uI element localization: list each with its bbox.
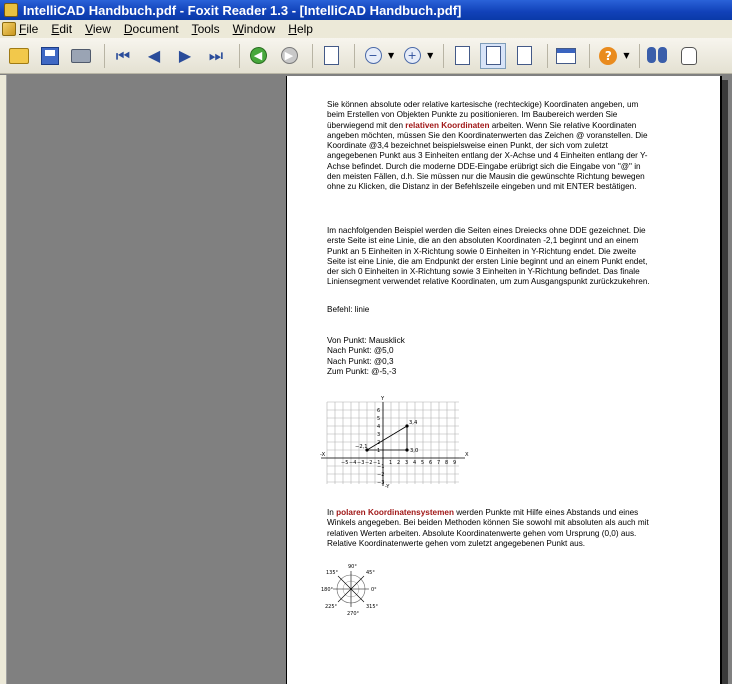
point-marker bbox=[405, 448, 408, 451]
step-line: Nach Punkt: @0,3 bbox=[327, 356, 394, 366]
text-line: Achse befindet. Durch die moderne DDE-Eingabe erübrigt sich die Eingabe von "@" in bbox=[327, 161, 641, 171]
y-tick-label: −1 bbox=[377, 464, 385, 470]
back-icon: ◀ bbox=[250, 47, 267, 64]
text-line: Liniensegment verwendet relative Koordinaten, um zum Ausgangspunkt zurückzukehren. bbox=[327, 277, 650, 287]
x-axis-label: X bbox=[465, 452, 469, 458]
x-tick-label: 9 bbox=[453, 460, 457, 466]
x-tick-label: 2 bbox=[397, 460, 401, 466]
text-line: Im nachfolgenden Beispiel werden die Seiten eines Dreiecks ohne DDE gezeichnet. Die bbox=[327, 226, 646, 235]
polar-angle-figure bbox=[321, 560, 395, 620]
y-tick-label: 2 bbox=[377, 440, 381, 446]
y-tick-label: 6 bbox=[377, 408, 381, 414]
menu-file[interactable]: File bbox=[2, 22, 38, 36]
help-dropdown-icon[interactable]: ▼ bbox=[623, 51, 630, 60]
x-tick-label: −4 bbox=[349, 460, 357, 466]
text-line: ohne zu Klicken, die Distanz in der Befehlszeile eingeben und mit ENTER bestätigen. bbox=[327, 182, 637, 192]
single-page-icon bbox=[455, 46, 470, 65]
x-neg-label: -X bbox=[320, 452, 326, 458]
title-bar bbox=[0, 0, 732, 20]
y-tick-label: −3 bbox=[377, 480, 385, 486]
first-page-button[interactable] bbox=[110, 43, 136, 69]
menu-window[interactable]: Window bbox=[232, 22, 276, 36]
angle-label: 180° bbox=[321, 587, 334, 593]
menu-view[interactable]: View bbox=[85, 22, 111, 36]
continuous-icon bbox=[486, 46, 501, 65]
toolbar-separator bbox=[443, 44, 444, 68]
angle-label: 90° bbox=[348, 564, 357, 570]
file-menu-icon bbox=[2, 22, 16, 36]
help-icon: ? bbox=[599, 47, 617, 65]
zoom-out-icon: − bbox=[365, 47, 382, 64]
x-tick-label: 8 bbox=[445, 460, 449, 466]
x-tick-label: −3 bbox=[357, 460, 365, 466]
pdf-page bbox=[286, 76, 722, 684]
triangle-figure bbox=[367, 426, 407, 450]
x-tick-label: 3 bbox=[405, 460, 409, 466]
bookmark-panel-button[interactable] bbox=[553, 43, 579, 69]
left-panel-splitter[interactable] bbox=[0, 75, 7, 684]
page-shadow bbox=[722, 80, 728, 684]
window-title: IntelliCAD Handbuch.pdf - Foxit Reader 1.3 - [IntelliCAD Handbuch.pdf] bbox=[23, 2, 462, 18]
text-line: überwiegend mit den relativen Koordinaten arbeiten. Wenn Sie relative Koordinaten bbox=[327, 120, 637, 130]
angle-label: 135° bbox=[326, 570, 339, 576]
zoom-in-button[interactable] bbox=[399, 43, 425, 69]
paragraph-example bbox=[327, 226, 681, 288]
last-page-button[interactable] bbox=[203, 43, 229, 69]
x-tick-label: −2 bbox=[365, 460, 373, 466]
back-button[interactable] bbox=[245, 43, 271, 69]
menu-document[interactable]: Document bbox=[123, 22, 179, 36]
find-icon bbox=[647, 47, 669, 65]
step-line: Von Punkt: Mausklick bbox=[327, 336, 405, 345]
rotate-icon bbox=[324, 46, 339, 65]
previous-page-button[interactable] bbox=[141, 43, 167, 69]
hand-tool-button[interactable] bbox=[676, 43, 702, 69]
text-line: In polaren Koordinatensystemen werden Punkte mit Hilfe eines Abstands und eines bbox=[327, 508, 639, 517]
find-button[interactable] bbox=[645, 43, 671, 69]
x-tick-label: 4 bbox=[413, 460, 417, 466]
save-icon bbox=[41, 47, 59, 65]
menu-help[interactable]: Help bbox=[288, 22, 313, 36]
text-line: der sich 0 Einheiten in X-Richtung sowie 3 Einheiten in Y-Richtung befindet. Das finale bbox=[327, 267, 640, 277]
menu-bar bbox=[0, 20, 732, 38]
paragraph-polar bbox=[327, 508, 681, 549]
text-line: angeben möchten, müssen Sie den Koordinatenwerten das Zeichen @ voranstellen. Die bbox=[327, 130, 648, 140]
print-icon bbox=[71, 49, 91, 63]
x-tick-label: 6 bbox=[429, 460, 433, 466]
x-tick-label: −5 bbox=[341, 460, 349, 466]
text-line: erste Seite ist eine Linie, die an den absoluten Koordinaten -2,1 beginnt und an einem bbox=[327, 236, 639, 246]
zoom-out-dropdown-icon[interactable]: ▼ bbox=[388, 51, 395, 60]
toolbar-separator bbox=[104, 44, 105, 68]
angle-label: 45° bbox=[366, 570, 375, 576]
angle-label: 270° bbox=[347, 611, 360, 617]
toolbar-separator bbox=[547, 44, 548, 68]
x-tick-label: 5 bbox=[421, 460, 425, 466]
text-line: Relative Koordinatenwerte gehen vom zuletzt angegebenen Punkt aus. bbox=[327, 538, 586, 548]
text-line: Seite ist eine Linie, die am Endpunkt der ersten Linie beginnt und an einem Punkt endet, bbox=[327, 256, 648, 266]
y-tick-label: 1 bbox=[377, 448, 381, 454]
previous-page-icon: ◀ bbox=[147, 46, 161, 65]
open-button[interactable] bbox=[6, 43, 32, 69]
text-line: beim Erstellen von Objekten Punkte zu positionieren. Im Baubereich werden Sie bbox=[327, 110, 618, 120]
step-line: Nach Punkt: @5,0 bbox=[327, 346, 394, 356]
next-page-button[interactable] bbox=[172, 43, 198, 69]
toolbar bbox=[0, 38, 732, 74]
print-button[interactable] bbox=[68, 43, 94, 69]
forward-icon: ▶ bbox=[281, 47, 298, 64]
continuous-button[interactable] bbox=[480, 43, 506, 69]
toolbar-separator bbox=[354, 44, 355, 68]
open-icon bbox=[9, 48, 29, 64]
text-line: Sie können absolute oder relative kartesische (rechteckige) Koordinaten angeben, um bbox=[327, 100, 639, 109]
text-line: den meisten Fällen, d.h. Sie müssen nur die Mausin die gewünschte Richtung bewegen bbox=[327, 172, 645, 182]
save-button[interactable] bbox=[37, 43, 63, 69]
bookmark-panel-icon bbox=[556, 48, 576, 64]
toolbar-separator bbox=[589, 44, 590, 68]
forward-button[interactable] bbox=[276, 43, 302, 69]
point-label: −2,1 bbox=[355, 444, 368, 450]
menu-tools[interactable]: Tools bbox=[191, 22, 220, 36]
command-line: Befehl: linie bbox=[327, 305, 370, 314]
zoom-in-dropdown-icon[interactable]: ▼ bbox=[427, 51, 434, 60]
y-axis-label: Y bbox=[381, 396, 385, 402]
facing-button[interactable] bbox=[511, 43, 537, 69]
zoom-out-button[interactable] bbox=[360, 43, 386, 69]
toolbar-separator bbox=[312, 44, 313, 68]
point-label: 3,0 bbox=[410, 448, 419, 454]
text-line: angegebenen Punkt aus 3 Einheiten entlang der X-Achse und 4 Einheiten entlang der Y- bbox=[327, 151, 648, 161]
help-button[interactable] bbox=[595, 43, 621, 69]
y-tick-label: 4 bbox=[377, 424, 381, 430]
text-line: Koordinate @3,4 bezeichnet beispielsweise einen Punkt, der sich vom zuletzt bbox=[327, 141, 608, 151]
last-page-icon: ⏭ bbox=[208, 45, 224, 65]
command-steps bbox=[327, 336, 681, 377]
step-line: Zum Punkt: @-5,-3 bbox=[327, 366, 397, 376]
angle-label: 225° bbox=[325, 604, 338, 610]
x-tick-label: 7 bbox=[437, 460, 441, 466]
y-neg-label: -Y bbox=[385, 484, 390, 488]
y-tick-label: 3 bbox=[377, 432, 381, 438]
paragraph-cartesian bbox=[327, 100, 681, 193]
toolbar-separator bbox=[639, 44, 640, 68]
x-tick-label: 1 bbox=[389, 460, 393, 466]
first-page-icon: ⏮ bbox=[115, 45, 131, 65]
point-label: 3,4 bbox=[409, 420, 418, 426]
y-tick-label: 5 bbox=[377, 416, 381, 422]
menu-edit[interactable]: Edit bbox=[51, 22, 73, 36]
app-icon bbox=[4, 3, 18, 17]
toolbar-separator bbox=[239, 44, 240, 68]
highlight-polar-coordinates: polaren Koordinatensystemen bbox=[336, 508, 454, 517]
text-line: relativen Werten arbeiten. Absolute Koordinatenwerte gehen vom Ursprung (0,0) aus. bbox=[327, 528, 637, 538]
facing-icon bbox=[517, 46, 532, 65]
hand-icon bbox=[681, 47, 697, 65]
next-page-icon: ▶ bbox=[178, 46, 192, 65]
text-line: Punkt an 5 Einheiten in X-Richtung sowie 0 Einheiten in Y-Richtung endet. Die zweite bbox=[327, 246, 637, 256]
angle-label: 0° bbox=[371, 587, 377, 593]
zoom-in-icon: + bbox=[404, 47, 421, 64]
single-page-button[interactable] bbox=[449, 43, 475, 69]
highlight-relative-coordinates: relativen Koordinaten bbox=[405, 120, 490, 130]
y-tick-label: −2 bbox=[377, 472, 385, 478]
coordinate-grid-figure bbox=[319, 392, 469, 488]
rotate-button[interactable] bbox=[318, 43, 344, 69]
x-tick-label: −1 bbox=[373, 460, 381, 466]
angle-label: 315° bbox=[366, 604, 379, 610]
text-line: Winkels angegeben. Bei beiden Methoden können Sie sowohl mit absoluten als auch mit bbox=[327, 518, 649, 528]
